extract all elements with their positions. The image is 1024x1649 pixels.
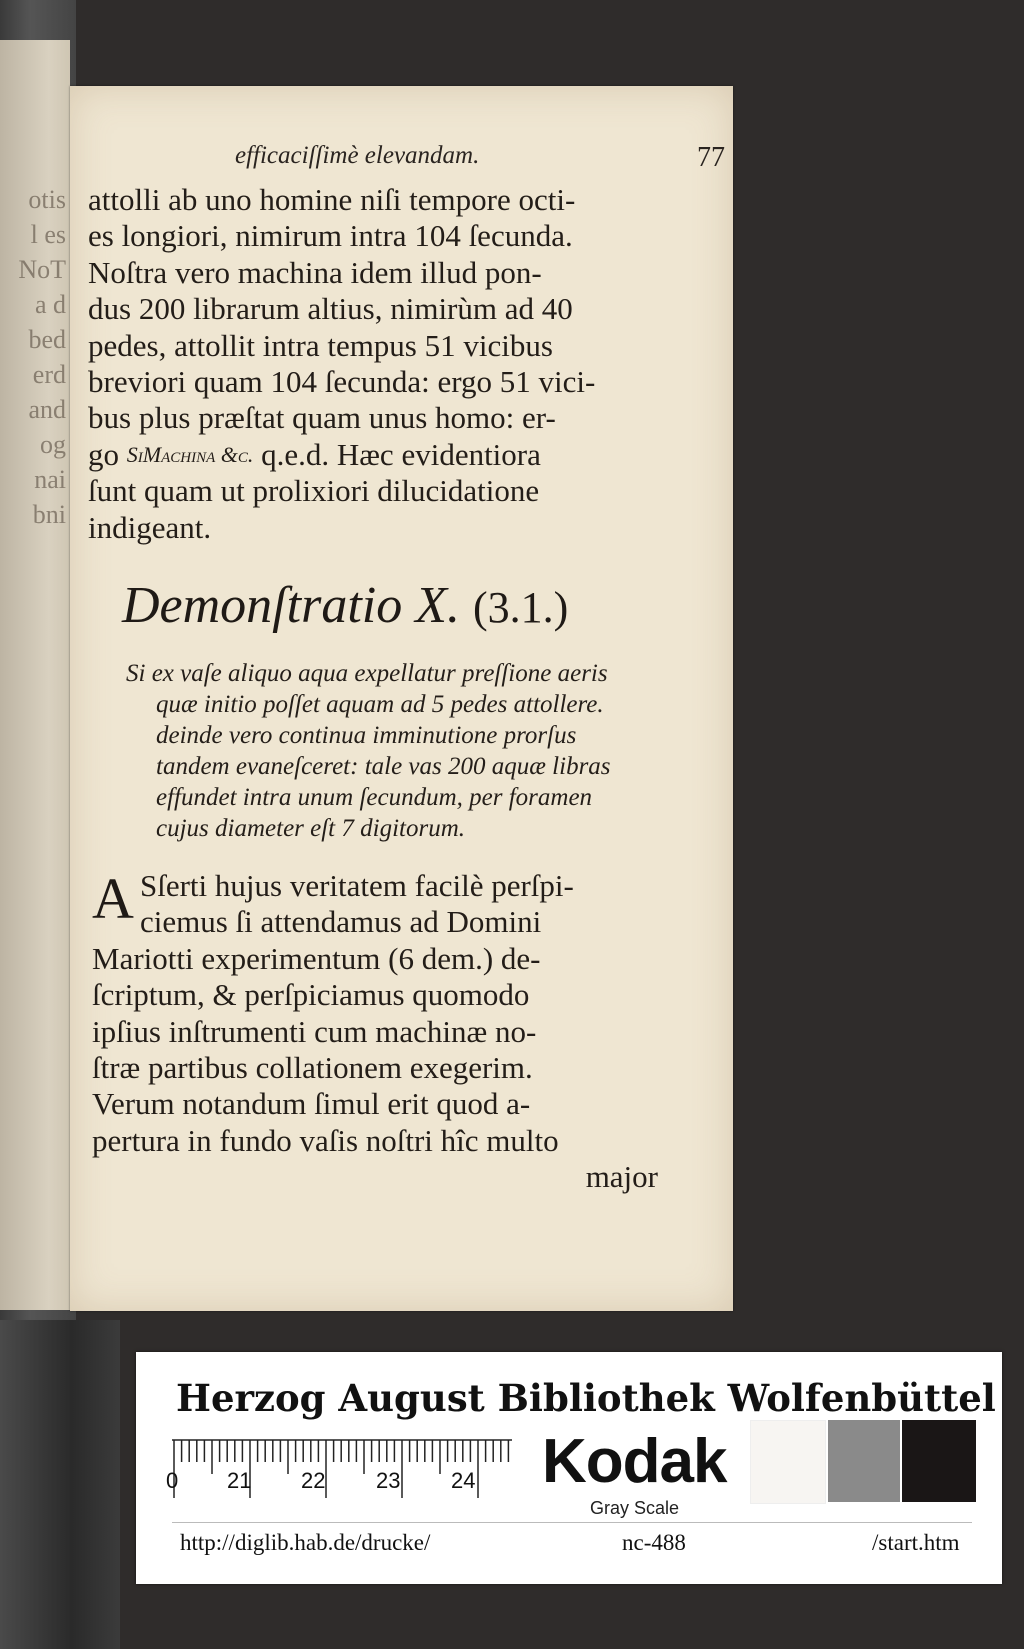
text-line: ſunt quam ut prolixiori dilucidatione (88, 473, 540, 509)
header-title: efficaciſſimè elevandam. (235, 142, 480, 169)
ruler-label: 23 (376, 1468, 401, 1493)
text-line: dus 200 librarum altius, nimirùm ad 40 (88, 291, 573, 327)
text-line: pedes, attollit intra tempus 51 vicibus (88, 327, 553, 363)
text-line: attolli ab uno homine niſi tempore octi- (88, 182, 576, 217)
text-line: breviori quam 104 ſecunda: ergo 51 vici- (88, 364, 596, 400)
book-page (70, 86, 733, 1311)
url-left[interactable]: http://diglib.hab.de/drucke/ (180, 1530, 431, 1555)
drop-cap: A (92, 866, 134, 931)
prev-fragment: erd (32, 360, 66, 389)
running-header (235, 142, 725, 173)
page-number: 77 (697, 142, 725, 173)
previous-page-edge (0, 40, 70, 1310)
gray-scale-label: Gray Scale (590, 1498, 680, 1518)
proposition-line: cujus diameter eſt 7 digitorum. (156, 815, 465, 842)
swatch-gray (828, 1420, 900, 1502)
prev-fragment: a d (34, 290, 66, 319)
ruler-label: 24 (451, 1468, 476, 1493)
text-line: Mariotti experimentum (6 dem.) de- (92, 940, 541, 976)
text-fragment: q.e.d. Hæc evidentiora (261, 436, 541, 472)
prev-fragment: and (28, 395, 66, 424)
library-name: Herzog August Bibliothek Wolfenbüttel (176, 1376, 996, 1420)
text-line: ciemus ſi attendamus ad Domini (140, 904, 542, 940)
card-divider (172, 1522, 972, 1523)
kodak-logo: Kodak (542, 1427, 727, 1496)
prev-fragment: og (40, 430, 66, 459)
text-line: pertura in fundo vaſis noſtri hîc multo (92, 1122, 559, 1158)
prev-fragment: nai (34, 465, 66, 494)
ruler-label: 0 (166, 1468, 179, 1493)
prev-fragment: otis (28, 185, 66, 214)
color-calibration-card (136, 1352, 1002, 1584)
text-line (88, 437, 654, 473)
text-line: ipſius inſtrumenti cum machinæ no- (92, 1013, 537, 1049)
binding-bottom (0, 1320, 120, 1649)
ruler-label: 21 (227, 1468, 252, 1493)
proposition-line: deinde vero continua imminutione prorſus (156, 722, 577, 749)
ruler-label: 22 (301, 1468, 326, 1493)
text-fragment: go (88, 436, 119, 472)
theorem-reference: SiMachina &c. (126, 441, 254, 467)
proposition-line: quæ initio poſſet aquam ad 5 pedes attollere. (156, 691, 604, 718)
prev-fragment: bed (28, 325, 66, 354)
demonstration-title: Demonſtratio X. (122, 577, 460, 634)
proposition-line: effundet intra unum ſecundum, per foramen (156, 784, 593, 811)
text-line: ſtræ partibus collationem exegerim. (92, 1050, 533, 1086)
text-line: Sſerti hujus veritatem facilè perſpi- (140, 868, 574, 903)
prev-fragment: NoT (18, 255, 66, 284)
swatch-black (902, 1420, 976, 1502)
url-right: /start.htm (872, 1530, 960, 1555)
catchword: major (585, 1159, 658, 1195)
text-line: indigeant. (88, 509, 212, 545)
proposition-line: Si ex vaſe aliquo aqua expellatur preſſione aeris (126, 660, 608, 687)
text-line: ſcriptum, & perſpiciamus quomodo (92, 977, 530, 1013)
proposition-line: tandem evaneſceret: tale vas 200 aquæ libras (156, 753, 611, 780)
text-line: bus plus præſtat quam unus homo: er- (88, 400, 556, 436)
text-line: Noſtra vero machina idem illud pon- (88, 254, 542, 290)
swatch-white (750, 1420, 826, 1504)
body-paragraph-2 (92, 868, 658, 1196)
proposition-text (126, 658, 686, 844)
demonstration-ref: (3.1.) (472, 583, 569, 632)
prev-fragment: bni (32, 500, 66, 529)
text-line: es longiori, nimirum intra 104 ſecunda. (88, 218, 573, 254)
prev-fragment: l es (30, 220, 66, 249)
text-line: Verum notandum ſimul erit quod a- (92, 1086, 531, 1122)
demonstration-heading (122, 576, 682, 635)
url-mid: nc-488 (622, 1530, 686, 1555)
body-paragraph-1 (88, 182, 654, 546)
